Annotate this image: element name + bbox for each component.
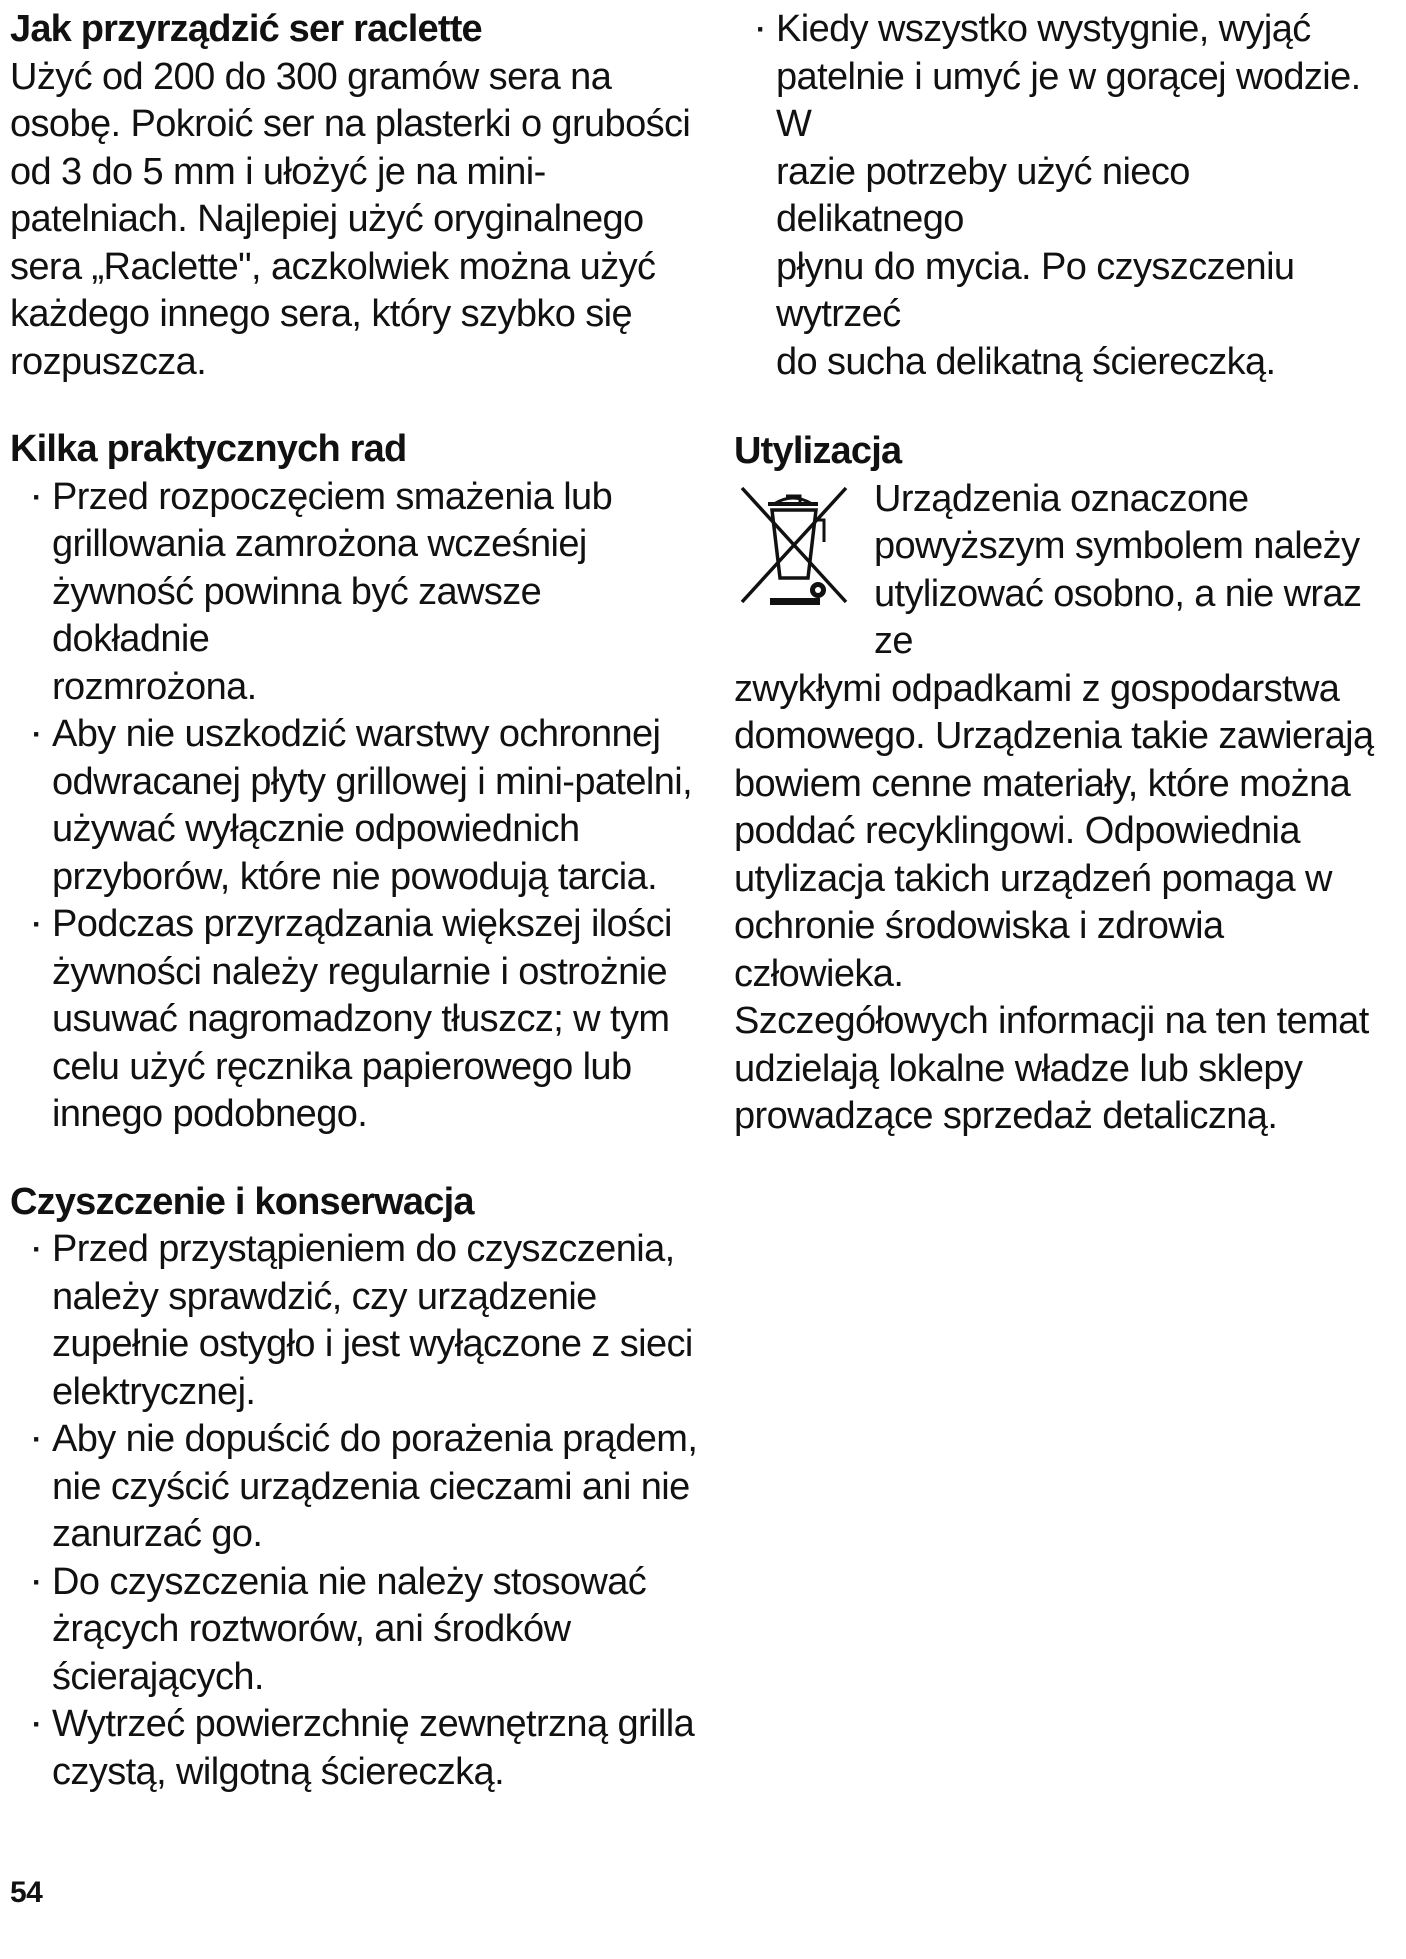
list-item-text: Podczas przyrządzania większej ilości żywności należy regularnie i ostrożnie usuwać nagromadzony tłuszcz; w tym celu użyć ręcznika papierowego lub innego podobnego. [52, 903, 672, 1135]
bullet-icon: · [32, 1565, 42, 1599]
crossed-out-wheelie-bin-icon [734, 482, 852, 608]
bullet-icon: · [32, 718, 42, 751]
disposal-section [734, 428, 1384, 1141]
bullet-icon: · [32, 1708, 42, 1741]
raclette-section [10, 6, 700, 386]
tips-section [10, 426, 700, 1139]
tips-heading: Kilka praktycznych rad [10, 428, 407, 470]
bullet-icon: · [32, 480, 42, 514]
list-item-text: Do czyszczenia nie należy stosować żrących roztworów, ani środków ścierających. [52, 1560, 647, 1698]
list-item [10, 1559, 700, 1702]
raclette-heading: Jak przyrządzić ser raclette [10, 8, 482, 50]
list-item [10, 1226, 700, 1416]
disposal-line: powyższym symbolem należy [874, 525, 1360, 567]
bullet-icon: · [32, 1423, 42, 1456]
disposal-heading: Utylizacja [734, 430, 902, 472]
bullet-icon: · [756, 13, 766, 46]
disposal-body: zwykłymi odpadkami z gospodarstwa domowego. Urządzenia takie zawierają bowiem cenne materiały, które można poddać recyklingowi. Odpowiednia utylizacja takich urządzeń pomaga w ochronie środowiska i zdrowia człowieka. Szczegółowych informacji na ten temat udzielają lokalne władze lub sklepy prowadzące sprzedaż detaliczną. [734, 667, 1374, 1137]
disposal-line: utylizować osobno, a nie wraz ze [874, 572, 1362, 662]
bullet-icon: · [32, 1233, 42, 1266]
list-item-text: Kiedy wszystko wystygnie, wyjąć patelnie i umyć je w gorącej wodzie. W razie potrzeby użyć nieco delikatnego płynu do mycia. Po czyszczeniu wytrzeć do sucha delikatną ściereczką. [776, 8, 1361, 383]
left-column [10, 6, 700, 1796]
raclette-body: Użyć od 200 do 300 gramów sera na osobę. Pokroić ser na plasterki o grubości od 3 do 5 mm i ułożyć je na mini- patelniach. Najlepiej użyć oryginalnego sera „Raclette", aczkolwiek można użyć każdego innego sera, który szybko się rozpuszcza. [10, 55, 691, 383]
list-item-text: Przed rozpoczęciem smażenia lub grillowania zamrożona wcześniej żywność powinna być zawsze dokładnie rozmrożona. [52, 475, 613, 708]
page-number: 54 [10, 1876, 43, 1909]
list-item-text: Aby nie dopuścić do porażenia prądem, nie czyścić urządzenia cieczami ani nie zanurzać go. [52, 1418, 698, 1555]
cleaning-list [10, 1226, 700, 1796]
cleaning-list-continued [734, 6, 1384, 386]
list-item [10, 901, 700, 1139]
list-item-text: Przed przystąpieniem do czyszczenia, należy sprawdzić, czy urządzenie zupełnie ostygło i jest wyłączone z sieci elektrycznej. [52, 1228, 693, 1413]
bullet-icon: · [32, 908, 42, 941]
list-item [734, 6, 1384, 386]
right-column [734, 6, 1384, 1141]
disposal-line: Urządzenia oznaczone [874, 477, 1249, 520]
list-item-text: Aby nie uszkodzić warstwy ochronnej odwracanej płyty grillowej i mini-patelni, używać wyłącznie odpowiednich przyborów, które nie powodują tarcia. [52, 713, 693, 898]
cleaning-section [10, 1179, 700, 1797]
list-item-text: Wytrzeć powierzchnię zewnętrzną grilla czystą, wilgotną ściereczką. [52, 1703, 695, 1793]
list-item [10, 474, 700, 712]
list-item [10, 1701, 700, 1796]
list-item [10, 711, 700, 901]
tips-list [10, 474, 700, 1139]
cleaning-heading: Czyszczenie i konserwacja [10, 1180, 474, 1223]
list-item [10, 1416, 700, 1559]
